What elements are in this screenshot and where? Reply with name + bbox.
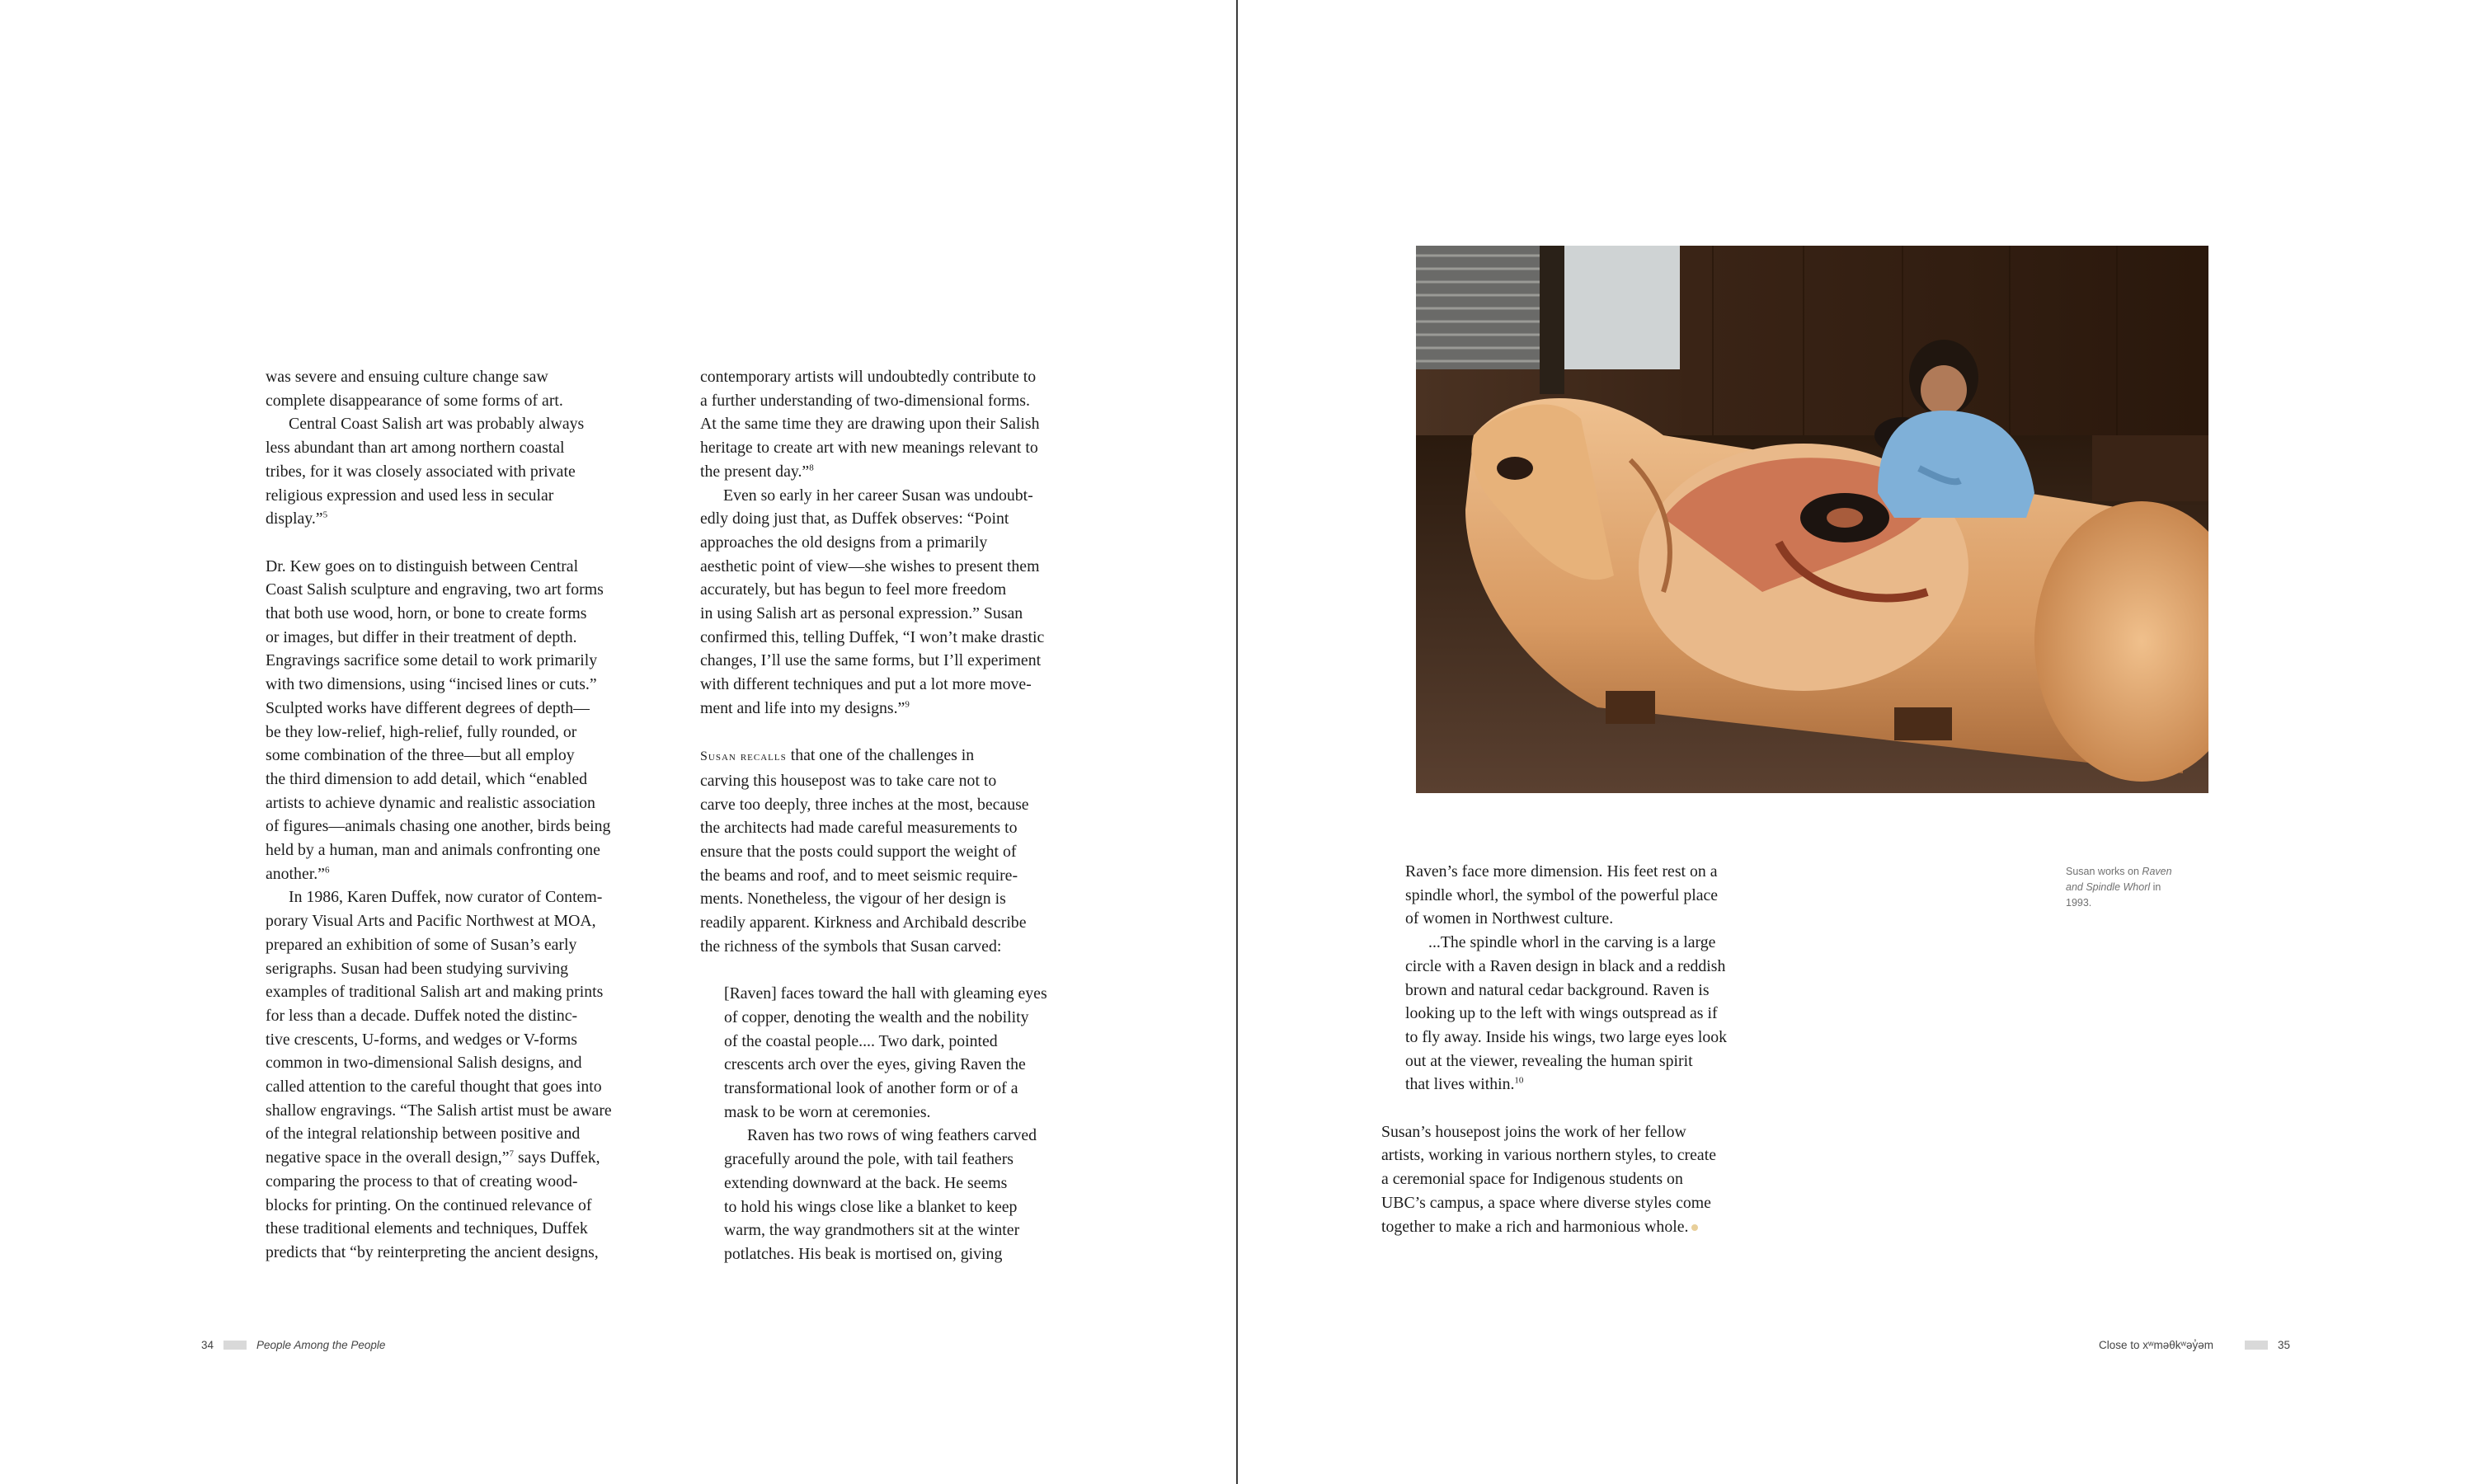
page-number: 35 bbox=[2278, 1339, 2291, 1351]
text-line bbox=[266, 768, 661, 791]
line-text: religious expression and used less in secular bbox=[266, 486, 554, 505]
text-line bbox=[700, 1195, 1112, 1219]
text-line bbox=[266, 1194, 661, 1218]
line-text: approaches the old designs from a primarily bbox=[700, 533, 988, 552]
line-text: Raven has two rows of wing feathers carved bbox=[747, 1126, 1037, 1145]
line-text: was severe and ensuing culture change saw bbox=[266, 368, 548, 386]
workshop-photo bbox=[1416, 246, 2208, 793]
line-text: Sculpted works have different degrees of depth— bbox=[266, 698, 590, 717]
paragraph-gap bbox=[266, 531, 661, 555]
line-text: predicts that “by reinterpreting the ancient designs, bbox=[266, 1243, 599, 1261]
footnote-ref[interactable]: 10 bbox=[1514, 1075, 1524, 1086]
text-line bbox=[266, 744, 661, 768]
text-line bbox=[266, 1075, 661, 1099]
line-text: to hold his wings close like a blanket to keep bbox=[724, 1197, 1018, 1216]
text-line bbox=[1381, 1191, 1810, 1215]
line-text: confirmed this, telling Duffek, “I won’t make drastic bbox=[700, 627, 1045, 646]
text-line bbox=[700, 460, 1112, 484]
line-text: extending downward at the back. He seems bbox=[724, 1173, 1008, 1192]
line-text: the richness of the symbols that Susan carved: bbox=[700, 937, 1002, 956]
text-line bbox=[700, 1053, 1112, 1077]
text-line bbox=[700, 982, 1112, 1006]
text-line bbox=[266, 1028, 661, 1052]
right-page bbox=[1238, 0, 2474, 1484]
line-text: that one of the challenges in bbox=[786, 746, 975, 765]
line-text: ...The spindle whorl in the carving is a large bbox=[1428, 933, 1716, 952]
text-column-1 bbox=[266, 365, 661, 1265]
line-text: crescents arch over the eyes, giving Raven the bbox=[724, 1055, 1026, 1074]
line-text: artists to achieve dynamic and realistic association bbox=[266, 793, 595, 812]
text-line bbox=[1381, 1026, 1810, 1050]
text-line bbox=[1381, 1073, 1810, 1097]
text-line bbox=[266, 721, 661, 744]
text-line bbox=[700, 816, 1112, 840]
line-text: common in two-dimensional Salish designs, and bbox=[266, 1054, 582, 1073]
line-text: contemporary artists will undoubtedly contribute to bbox=[700, 368, 1037, 386]
text-line bbox=[700, 484, 1112, 508]
line-text: the third dimension to add detail, which “enabled bbox=[266, 769, 588, 788]
right-footer bbox=[2099, 1339, 2290, 1351]
line-text: of copper, denoting the wealth and the nobility bbox=[724, 1007, 1029, 1026]
text-line bbox=[700, 911, 1112, 935]
line-text: Coast Salish sculpture and engraving, two art forms bbox=[266, 580, 604, 599]
text-line bbox=[700, 507, 1112, 531]
text-line bbox=[266, 602, 661, 626]
line-text: Susan’s housepost joins the work of her fellow bbox=[1381, 1122, 1686, 1141]
text-line bbox=[266, 1170, 661, 1194]
text-line bbox=[1381, 1215, 1810, 1239]
line-text: for less than a decade. Duffek noted the distinc- bbox=[266, 1006, 578, 1025]
running-title: Close to xʷməθkʷəy̓əm bbox=[2099, 1339, 2214, 1351]
footnote-ref[interactable]: 5 bbox=[322, 510, 328, 520]
line-text: carve too deeply, three inches at the most, because bbox=[700, 795, 1029, 814]
end-of-article-mark bbox=[1691, 1224, 1698, 1231]
line-text: Dr. Kew goes on to distinguish between Central bbox=[266, 556, 579, 575]
text-line bbox=[700, 1242, 1112, 1266]
line-text: held by a human, man and animals confronting one bbox=[266, 841, 600, 860]
line-text: Central Coast Salish art was probably always bbox=[289, 415, 585, 434]
line-text: artists, working in various northern styles, to create bbox=[1381, 1146, 1716, 1165]
line-text: warm, the way grandmothers sit at the winter bbox=[724, 1221, 1020, 1240]
line-text: to fly away. Inside his wings, two large eyes look bbox=[1405, 1027, 1728, 1046]
text-line bbox=[700, 1148, 1112, 1172]
line-text: of the coastal people.... Two dark, pointed bbox=[724, 1031, 998, 1050]
line-text: spindle whorl, the symbol of the powerful place bbox=[1405, 885, 1719, 904]
line-text: complete disappearance of some forms of art. bbox=[266, 391, 563, 410]
line-text: potlatches. His beak is mortised on, giving bbox=[724, 1244, 1003, 1263]
line-text: accurately, but has begun to feel more freedom bbox=[700, 580, 1007, 599]
text-line bbox=[266, 980, 661, 1004]
text-line bbox=[700, 1006, 1112, 1030]
text-line bbox=[266, 838, 661, 862]
text-line bbox=[266, 507, 661, 531]
text-line bbox=[700, 1077, 1112, 1101]
text-line bbox=[1381, 979, 1810, 1003]
line-text: In 1986, Karen Duffek, now curator of Contem- bbox=[289, 888, 603, 907]
carving-photo-illustration bbox=[1416, 246, 2208, 793]
line-text: looking up to the left with wings outspread as if bbox=[1405, 1004, 1718, 1023]
line-text: heritage to create art with new meanings relevant to bbox=[700, 439, 1038, 458]
line-text: serigraphs. Susan had been studying surviving bbox=[266, 959, 569, 978]
line-text: of figures—animals chasing one another, birds being bbox=[266, 817, 611, 836]
small-caps-lead: Susan recalls bbox=[700, 749, 787, 764]
line-text: aesthetic point of view—she wishes to present them bbox=[700, 556, 1040, 575]
caption-suffix: in 1993. bbox=[2066, 881, 2161, 909]
line-text: porary Visual Arts and Pacific Northwest at MOA, bbox=[266, 912, 596, 931]
text-line bbox=[266, 1217, 661, 1241]
line-text: a ceremonial space for Indigenous students on bbox=[1381, 1170, 1683, 1189]
text-line bbox=[266, 791, 661, 815]
line-text: another.” bbox=[266, 864, 325, 883]
line-text: Even so early in her career Susan was undoubt- bbox=[723, 486, 1033, 505]
text-line bbox=[266, 626, 661, 650]
text-line bbox=[266, 412, 661, 436]
line-text: prepared an exhibition of some of Susan’s early bbox=[266, 935, 577, 954]
line-text: changes, I’ll use the same forms, but I’ll experiment bbox=[700, 651, 1042, 670]
line-text: ments. Nonetheless, the vigour of her design is bbox=[700, 890, 1006, 909]
text-line bbox=[1381, 931, 1810, 955]
footnote-ref[interactable]: 9 bbox=[905, 699, 910, 710]
line-text: UBC’s campus, a space where diverse styles come bbox=[1381, 1193, 1711, 1212]
text-line bbox=[700, 1172, 1112, 1195]
text-line bbox=[1381, 860, 1810, 884]
text-line bbox=[700, 1124, 1112, 1148]
line-text: together to make a rich and harmonious whole. bbox=[1381, 1217, 1689, 1236]
text-line bbox=[1381, 1120, 1810, 1144]
text-line bbox=[700, 531, 1112, 555]
text-line bbox=[266, 649, 661, 673]
line-text: carving this housepost was to take care not to bbox=[700, 771, 997, 790]
line-text: out at the viewer, revealing the human spirit bbox=[1405, 1051, 1693, 1070]
line-text: transformational look of another form or of a bbox=[724, 1079, 1018, 1098]
page-number: 34 bbox=[201, 1339, 214, 1351]
text-line bbox=[700, 769, 1112, 793]
text-line bbox=[266, 1241, 661, 1265]
line-text: tive crescents, U-forms, and wedges or V-forms bbox=[266, 1030, 577, 1049]
line-text: the beams and roof, and to meet seismic require- bbox=[700, 866, 1018, 885]
text-line bbox=[266, 365, 661, 389]
text-line bbox=[266, 389, 661, 413]
line-text: ment and life into my designs.” bbox=[700, 698, 905, 717]
line-text: [Raven] faces toward the hall with gleaming eyes bbox=[724, 984, 1047, 1003]
line-text: these traditional elements and techniques, Duffek bbox=[266, 1219, 588, 1238]
line-text: negative space in the overall design,” bbox=[266, 1148, 510, 1167]
line-text: that lives within. bbox=[1405, 1075, 1515, 1094]
line-text: circle with a Raven design in black and a reddish bbox=[1405, 956, 1726, 975]
text-line bbox=[266, 933, 661, 957]
photo-caption bbox=[2066, 864, 2181, 911]
text-line bbox=[266, 1146, 661, 1170]
text-line bbox=[266, 1004, 661, 1028]
text-line bbox=[266, 484, 661, 508]
text-line bbox=[700, 1101, 1112, 1125]
text-line bbox=[700, 602, 1112, 626]
line-text: Engravings sacrifice some detail to work primarily bbox=[266, 651, 598, 670]
footer-bar bbox=[223, 1341, 247, 1350]
line-text: called attention to the careful thought that goes into bbox=[266, 1078, 602, 1097]
line-text: of women in Northwest culture. bbox=[1405, 909, 1614, 928]
text-line bbox=[266, 957, 661, 981]
line-text-after: says Duffek, bbox=[514, 1148, 600, 1167]
text-line bbox=[700, 793, 1112, 817]
text-line bbox=[700, 412, 1112, 436]
text-line bbox=[266, 460, 661, 484]
text-line bbox=[700, 649, 1112, 673]
text-line bbox=[700, 626, 1112, 650]
text-line bbox=[1381, 1050, 1810, 1073]
line-text: shallow engravings. “The Salish artist must be aware bbox=[266, 1101, 612, 1120]
line-text: gracefully around the pole, with tail feathers bbox=[724, 1150, 1014, 1169]
line-text: At the same time they are drawing upon their Salish bbox=[700, 415, 1040, 434]
text-line bbox=[266, 1099, 661, 1123]
text-line bbox=[700, 673, 1112, 697]
text-line bbox=[1381, 884, 1810, 908]
line-text: less abundant than art among northern coastal bbox=[266, 439, 565, 458]
paragraph-gap bbox=[700, 959, 1112, 983]
line-text: a further understanding of two-dimensional forms. bbox=[700, 391, 1030, 410]
text-line bbox=[700, 840, 1112, 864]
text-line bbox=[700, 389, 1112, 413]
text-line bbox=[700, 555, 1112, 579]
caption-title: Raven and Spindle Whorl bbox=[2066, 866, 2172, 893]
line-text: with two dimensions, using “incised lines or cuts.” bbox=[266, 675, 597, 694]
left-footer bbox=[201, 1339, 385, 1351]
text-line bbox=[266, 885, 661, 909]
text-line bbox=[266, 1122, 661, 1146]
line-text: brown and natural cedar background. Raven is bbox=[1405, 980, 1710, 999]
text-line bbox=[266, 815, 661, 838]
footer-bar bbox=[2245, 1341, 2268, 1350]
line-text: or images, but differ in their treatment of depth. bbox=[266, 627, 577, 646]
text-line bbox=[700, 1219, 1112, 1242]
text-line bbox=[266, 578, 661, 602]
text-line bbox=[700, 578, 1112, 602]
line-text: display.” bbox=[266, 510, 323, 528]
line-text: comparing the process to that of creating wood- bbox=[266, 1172, 578, 1190]
line-text: be they low-relief, high-relief, fully rounded, or bbox=[266, 722, 577, 741]
footnote-ref[interactable]: 7 bbox=[509, 1148, 515, 1159]
text-line bbox=[266, 1051, 661, 1075]
text-line bbox=[266, 436, 661, 460]
line-text: mask to be worn at ceremonies. bbox=[724, 1102, 931, 1121]
line-text: in using Salish art as personal expression.” Susan bbox=[700, 604, 1023, 623]
text-line bbox=[1381, 907, 1810, 931]
paragraph-gap bbox=[700, 721, 1112, 744]
paragraph-gap bbox=[1381, 1097, 1810, 1120]
caption-prefix: Susan works on bbox=[2066, 866, 2142, 877]
text-line bbox=[266, 555, 661, 579]
text-line bbox=[1381, 1002, 1810, 1026]
line-text: examples of traditional Salish art and making prints bbox=[266, 983, 604, 1002]
line-text: edly doing just that, as Duffek observes: “Point bbox=[700, 510, 1009, 528]
text-line bbox=[700, 436, 1112, 460]
text-line bbox=[700, 697, 1112, 721]
line-text: tribes, for it was closely associated with private bbox=[266, 462, 576, 481]
line-text: of the integral relationship between positive and bbox=[266, 1125, 581, 1144]
text-line bbox=[1381, 955, 1810, 979]
line-text: the present day.” bbox=[700, 462, 810, 481]
text-line bbox=[1381, 1167, 1810, 1191]
text-line bbox=[266, 673, 661, 697]
footnote-ref[interactable]: 6 bbox=[324, 865, 330, 876]
text-line bbox=[700, 1030, 1112, 1054]
text-line bbox=[700, 744, 1112, 769]
line-text: readily apparent. Kirkness and Archibald describe bbox=[700, 913, 1027, 932]
running-title: People Among the People bbox=[256, 1339, 386, 1351]
text-line bbox=[266, 697, 661, 721]
text-line bbox=[700, 887, 1112, 911]
line-text: the architects had made careful measurements to bbox=[700, 819, 1018, 838]
text-column-right bbox=[1381, 860, 1810, 1238]
text-line bbox=[266, 862, 661, 886]
line-text: that both use wood, horn, or bone to create forms bbox=[266, 604, 587, 623]
text-line bbox=[700, 864, 1112, 888]
text-line bbox=[1381, 1144, 1810, 1167]
line-text: some combination of the three—but all employ bbox=[266, 746, 575, 765]
line-text: blocks for printing. On the continued relevance of bbox=[266, 1195, 592, 1214]
text-line bbox=[700, 935, 1112, 959]
text-column-2 bbox=[700, 365, 1112, 1266]
line-text: with different techniques and put a lot more move- bbox=[700, 675, 1032, 694]
line-text: Raven’s face more dimension. His feet rest on a bbox=[1405, 862, 1718, 881]
text-line bbox=[266, 909, 661, 933]
text-line bbox=[700, 365, 1112, 389]
footnote-ref[interactable]: 8 bbox=[809, 463, 814, 473]
line-text: ensure that the posts could support the weight of bbox=[700, 843, 1017, 862]
